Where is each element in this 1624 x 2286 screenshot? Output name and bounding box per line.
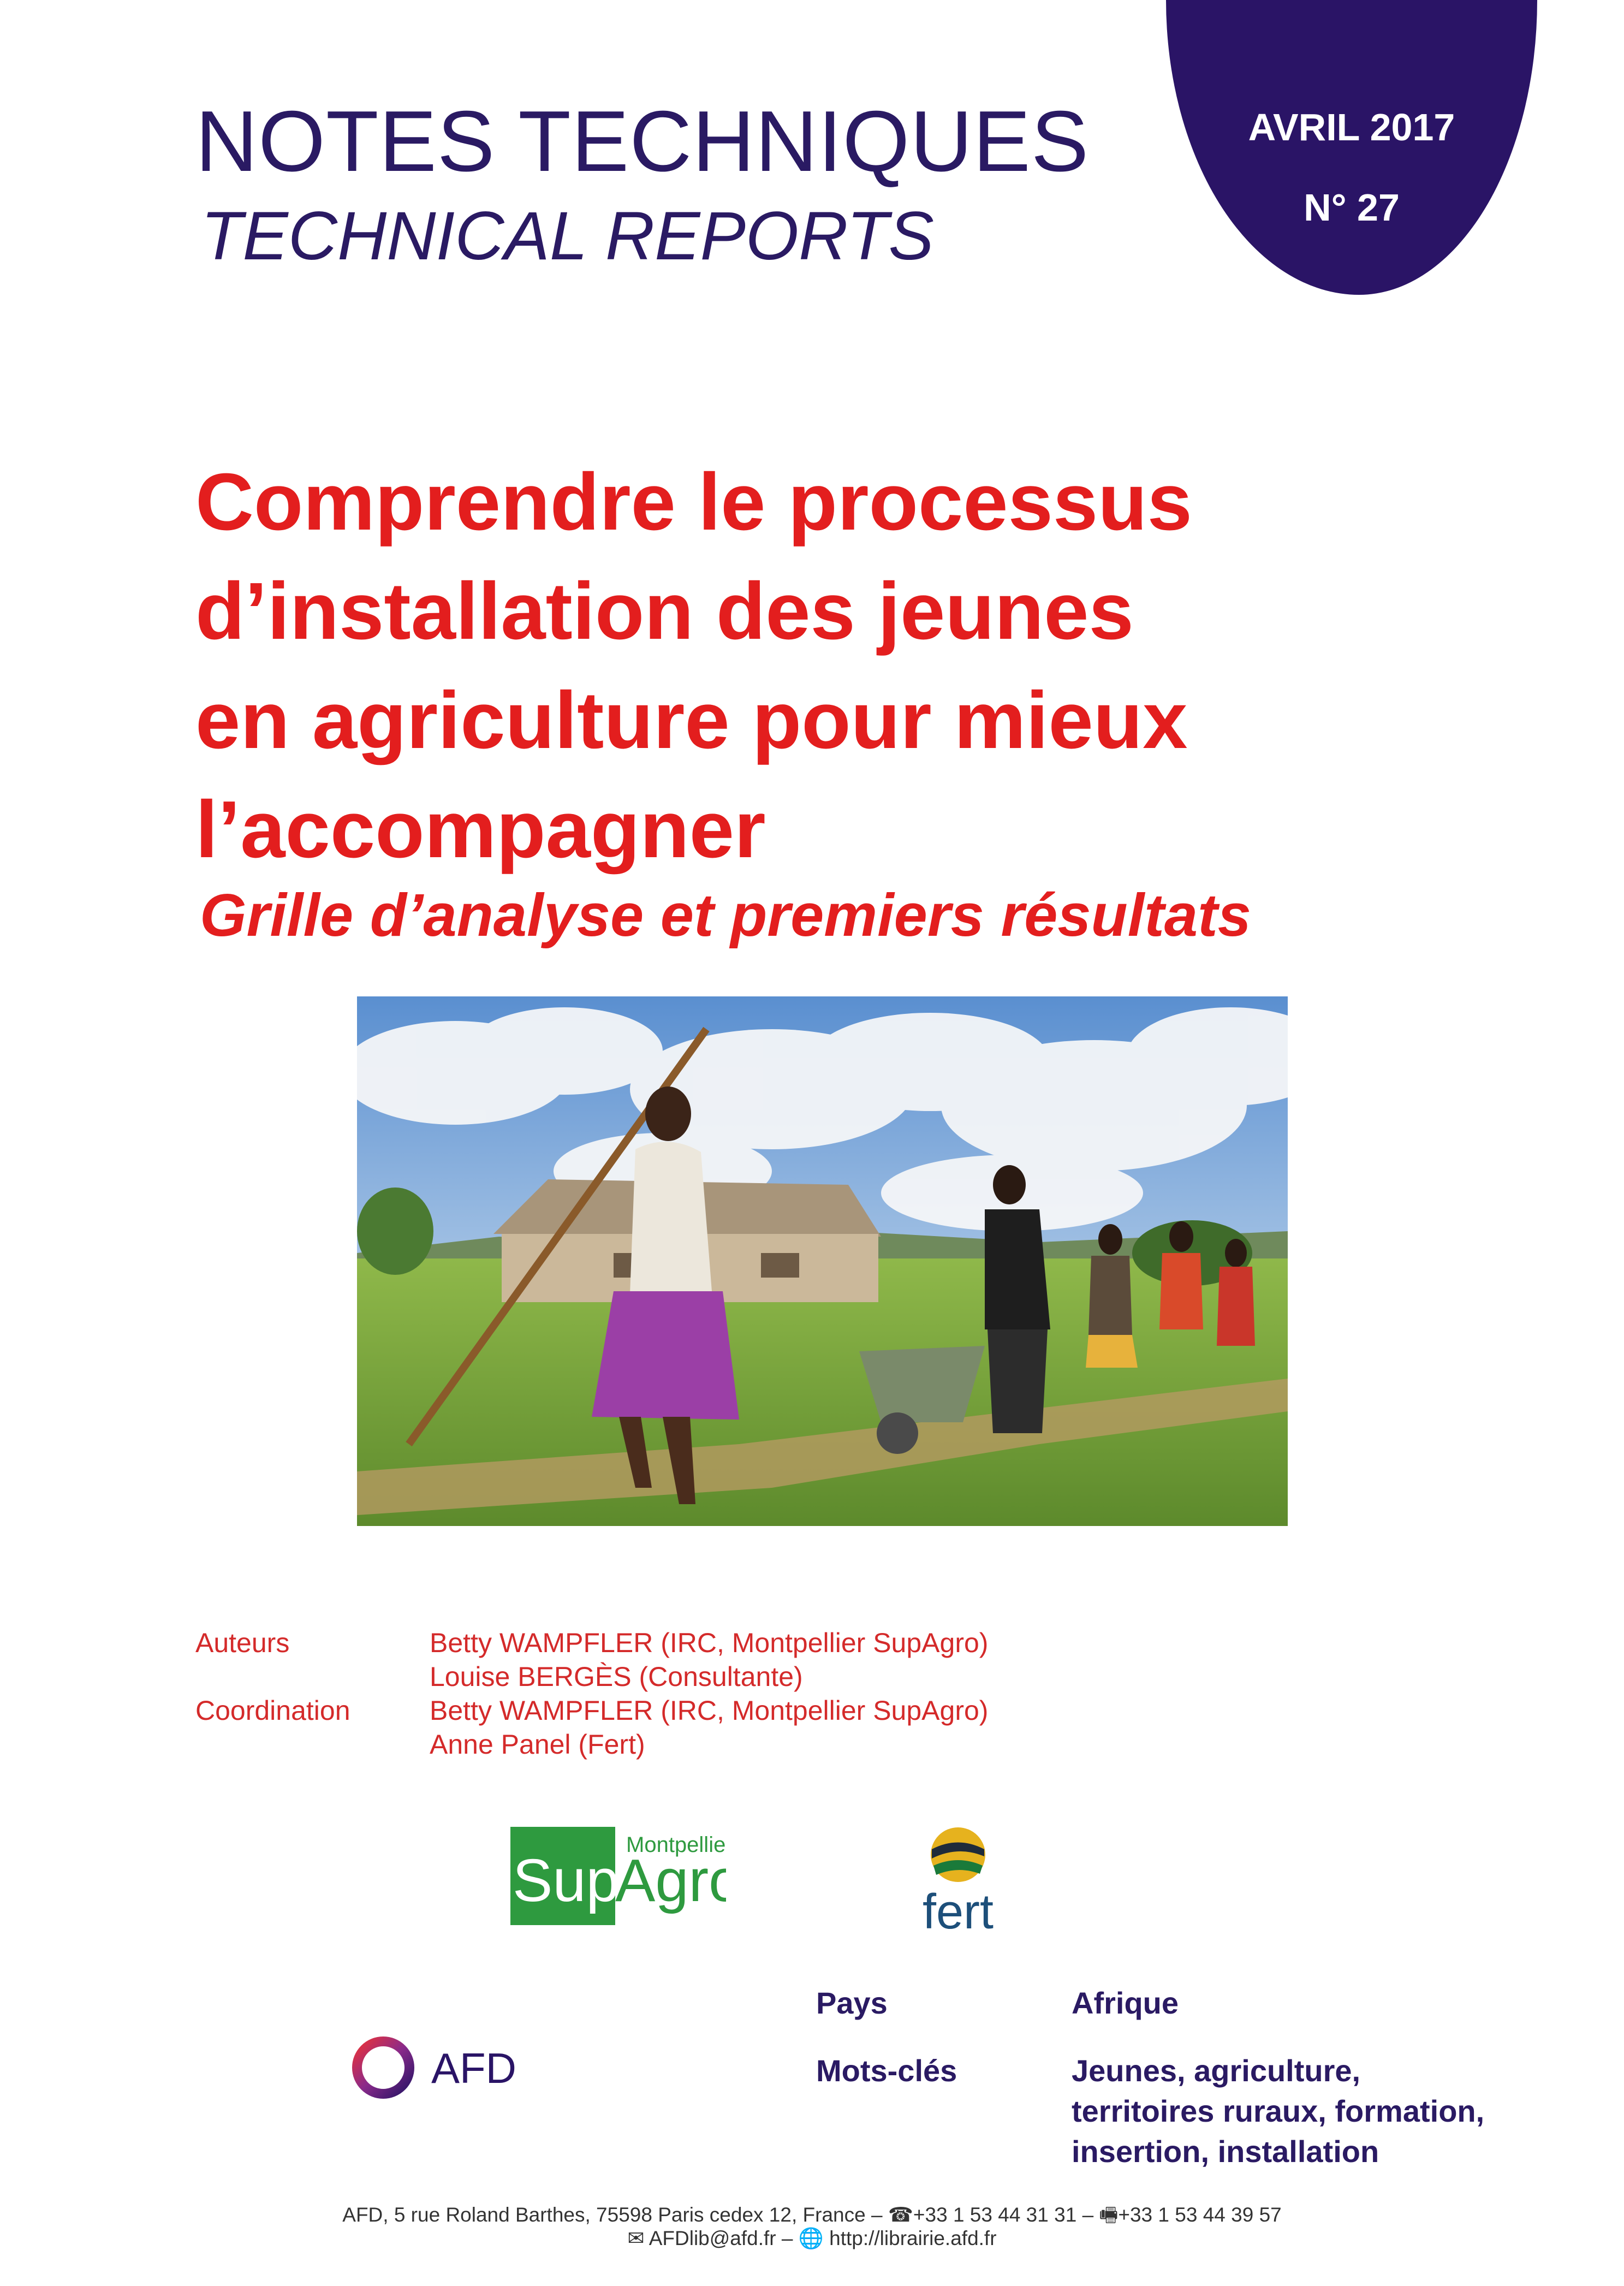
email-icon: ✉ bbox=[627, 2227, 649, 2249]
afd-logo-text: AFD bbox=[431, 2044, 516, 2092]
coordination-entry: Betty WAMPFLER (IRC, Montpellier SupAgro) bbox=[430, 1695, 989, 1726]
footer-email[interactable]: AFDlib@afd.fr bbox=[649, 2227, 776, 2249]
supagro-logo-sup-text: Sup bbox=[513, 1847, 620, 1914]
keywords-label: Mots-clés bbox=[816, 2053, 957, 2088]
title-line: Comprendre le processus bbox=[195, 457, 1192, 547]
phone-icon: ☎ bbox=[888, 2204, 913, 2226]
title-line: d’installation des jeunes bbox=[195, 566, 1134, 656]
country-label: Pays bbox=[816, 1986, 888, 2020]
issue-date: AVRIL 2017 bbox=[1248, 106, 1455, 149]
footer-address: AFD, 5 rue Roland Barthes, 75598 Paris cedex 12, France bbox=[342, 2204, 866, 2226]
title-line: l’accompagner bbox=[195, 785, 766, 875]
supagro-logo-agro-text: Agro bbox=[615, 1847, 726, 1914]
keywords-line: territoires ruraux, formation, bbox=[1072, 2094, 1485, 2128]
document-title bbox=[195, 448, 1506, 884]
footer-phone: +33 1 53 44 31 31 bbox=[913, 2204, 1077, 2226]
series-title-en: TECHNICAL REPORTS bbox=[201, 198, 934, 274]
country-value: Afrique bbox=[1072, 1986, 1179, 2020]
keywords-line: insertion, installation bbox=[1072, 2134, 1379, 2169]
title-line: en agriculture pour mieux bbox=[195, 675, 1188, 765]
footer-fax: +33 1 53 44 39 57 bbox=[1118, 2204, 1282, 2226]
authors-label: Auteurs bbox=[195, 1628, 290, 1658]
fax-icon: 🖷 bbox=[1099, 2204, 1119, 2226]
separator: – bbox=[781, 2227, 799, 2249]
separator: – bbox=[1082, 2204, 1099, 2226]
issue-number: N° 27 bbox=[1304, 186, 1400, 229]
footer-web-line bbox=[0, 2226, 1624, 2251]
author-entry: Louise BERGÈS (Consultante) bbox=[430, 1661, 803, 1692]
keywords-line: Jeunes, agriculture, bbox=[1072, 2053, 1361, 2088]
document-subtitle: Grille d’analyse et premiers résultats bbox=[200, 882, 1251, 949]
supagro-logo-small-text: Montpellier bbox=[626, 1833, 726, 1857]
coordination-entry: Anne Panel (Fert) bbox=[430, 1729, 645, 1760]
author-entry: Betty WAMPFLER (IRC, Montpellier SupAgro) bbox=[430, 1628, 989, 1658]
series-title-fr: NOTES TECHNIQUES bbox=[195, 93, 1090, 189]
globe-icon: 🌐 bbox=[798, 2227, 830, 2249]
fert-logo-text: fert bbox=[922, 1885, 994, 1934]
footer-website[interactable]: http://librairie.afd.fr bbox=[829, 2227, 997, 2249]
coordination-label: Coordination bbox=[195, 1695, 350, 1726]
separator: – bbox=[871, 2204, 888, 2226]
fert-logo bbox=[903, 1825, 1013, 1934]
supagro-logo bbox=[510, 1825, 726, 1928]
cover-photo bbox=[357, 996, 1288, 1526]
afd-logo bbox=[349, 2028, 535, 2105]
